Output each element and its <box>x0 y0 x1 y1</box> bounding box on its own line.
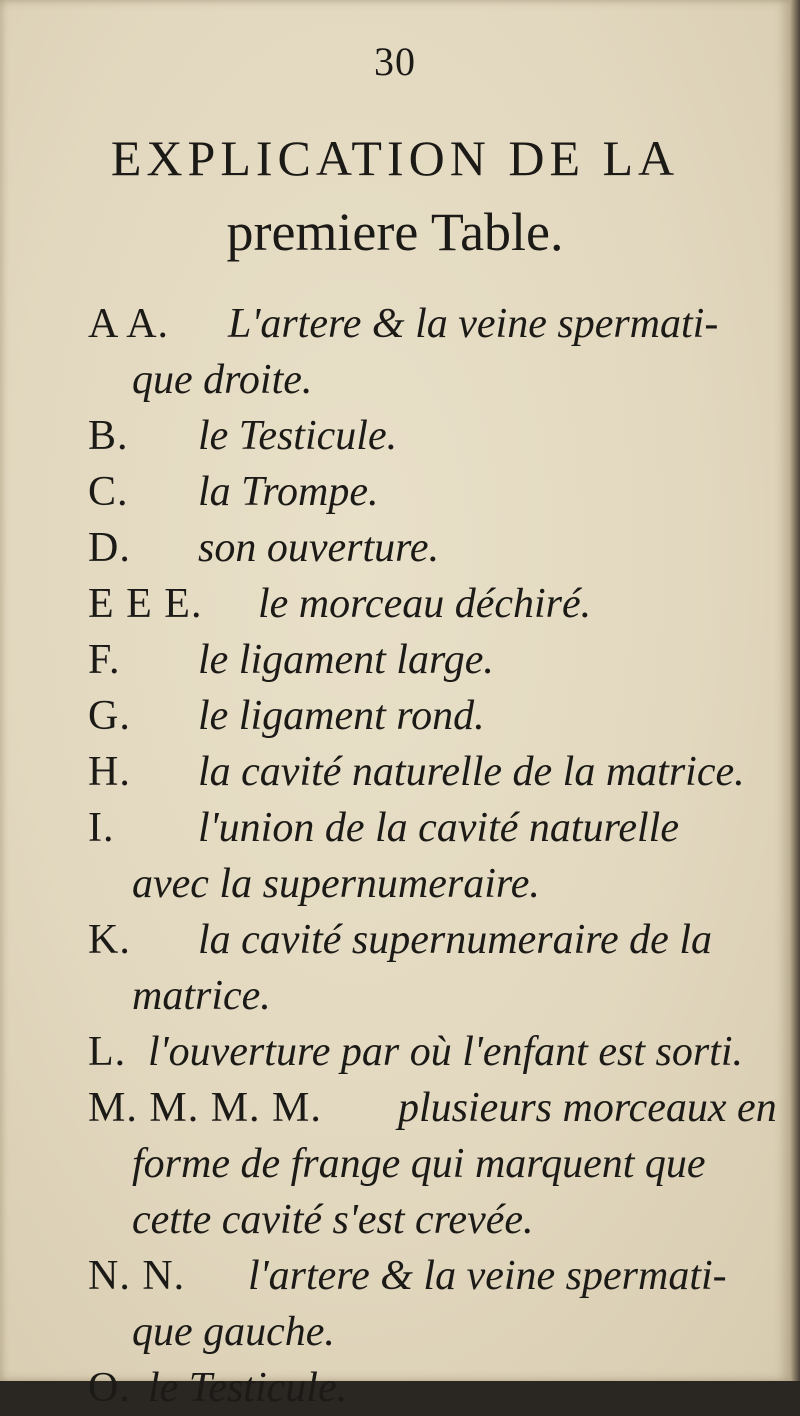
legend-entry-a <box>88 296 778 352</box>
legend-entry-k-cont <box>88 968 778 1024</box>
legend-entry-n <box>88 1248 778 1304</box>
legend-list <box>88 296 778 1416</box>
legend-text: son ouverture. <box>198 525 440 571</box>
legend-letter: O. <box>88 1365 131 1411</box>
legend-entry-m <box>88 1080 778 1136</box>
legend-entry-c <box>88 464 778 520</box>
legend-text: forme de frange qui marquent que <box>132 1141 706 1187</box>
legend-text: le ligament rond. <box>198 693 485 739</box>
legend-text: l'ouverture par où l'enfant est sorti. <box>148 1029 744 1075</box>
legend-text: le Testicule. <box>198 413 398 459</box>
legend-text: le Testicule. <box>148 1365 348 1411</box>
legend-letter: N. N. <box>88 1253 186 1299</box>
legend-letter: A A. <box>88 301 170 347</box>
legend-entry-h <box>88 744 778 800</box>
legend-text: le ligament large. <box>198 637 494 683</box>
legend-letter: H. <box>88 749 131 795</box>
legend-text: la cavité naturelle de la matrice. <box>198 749 745 795</box>
legend-entry-a-cont <box>88 352 778 408</box>
legend-entry-f <box>88 632 778 688</box>
legend-entry-m-cont <box>88 1136 778 1192</box>
legend-letter: G. <box>88 693 131 739</box>
legend-entry-k <box>88 912 778 968</box>
legend-entry-n-cont <box>88 1304 778 1360</box>
legend-text: l'artere & la veine spermati- <box>248 1253 727 1299</box>
legend-text: avec la supernumeraire. <box>132 861 540 907</box>
legend-text: que droite. <box>132 357 313 403</box>
legend-entry-l <box>88 1024 778 1080</box>
legend-text: plusieurs morceaux en <box>398 1085 777 1131</box>
legend-entry-b <box>88 408 778 464</box>
book-spine-shadow <box>790 0 800 1381</box>
legend-entry-g <box>88 688 778 744</box>
legend-letter: L. <box>88 1029 127 1075</box>
legend-entry-i-cont <box>88 856 778 912</box>
legend-letter: M. M. M. M. <box>88 1085 322 1131</box>
legend-letter: E E E. <box>88 581 203 627</box>
legend-text: la cavité supernumeraire de la <box>198 917 712 963</box>
legend-entry-d <box>88 520 778 576</box>
legend-text: matrice. <box>132 973 271 1019</box>
legend-letter: C. <box>88 469 129 515</box>
legend-letter: B. <box>88 413 129 459</box>
legend-entry-m-cont <box>88 1192 778 1248</box>
legend-entry-e <box>88 576 778 632</box>
page-subtitle: premiere Table. <box>226 202 564 262</box>
legend-letter: I. <box>88 805 115 851</box>
legend-text: cette cavité s'est crevée. <box>132 1197 534 1243</box>
legend-entry-o <box>88 1360 778 1416</box>
page-title: EXPLICATION DE LA <box>110 130 680 186</box>
legend-text: la Trompe. <box>198 469 379 515</box>
legend-letter: D. <box>88 525 131 571</box>
legend-letter: F. <box>88 637 121 683</box>
legend-text: l'union de la cavité naturelle <box>198 805 679 851</box>
legend-letter: K. <box>88 917 131 963</box>
legend-entry-i <box>88 800 778 856</box>
legend-text: que gauche. <box>132 1309 335 1355</box>
page-number: 30 <box>374 39 416 84</box>
legend-text: le morceau déchiré. <box>258 581 592 627</box>
legend-text: L'artere & la veine spermati- <box>228 301 719 347</box>
